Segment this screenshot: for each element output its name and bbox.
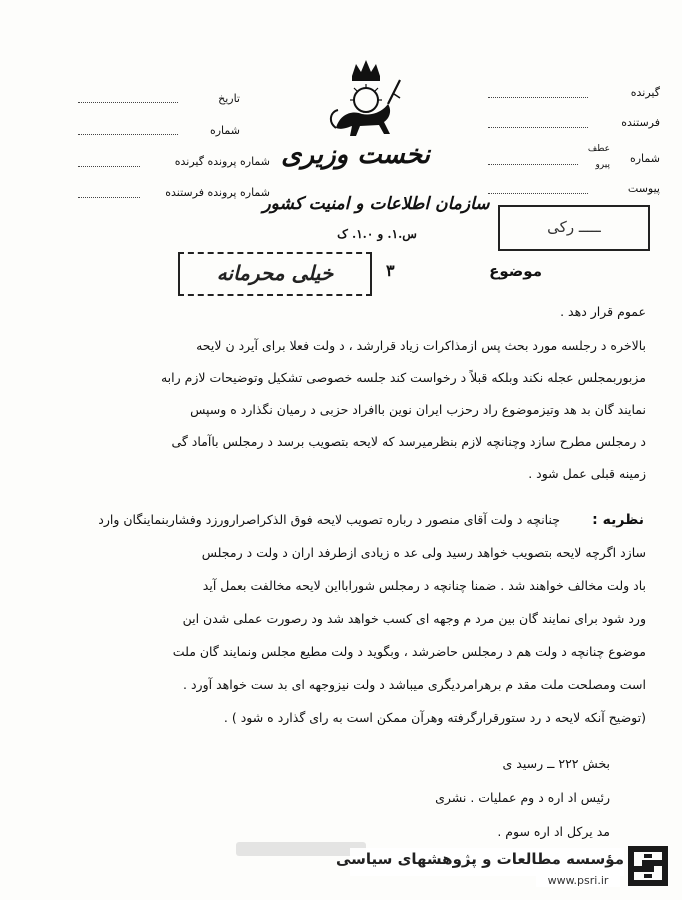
secret-number: ۳: [386, 261, 395, 280]
recipient-file-number-label: شماره پرونده گیرنده: [174, 155, 270, 168]
org-subtitle: سازمان اطلاعات و امنیت کشور: [262, 194, 490, 214]
distribution-item-3: مد یرکل اد اره سوم .: [497, 824, 610, 839]
watermark-url: www.psri.ir: [536, 874, 620, 887]
secret-stamp-text: خیلی محرمانه: [216, 261, 334, 285]
date-label: تاریخ: [218, 92, 240, 105]
reference-number-label: شماره: [629, 152, 660, 165]
attachment-dotted-line: [488, 193, 588, 194]
receiver-dotted-line: [488, 97, 588, 98]
attachment-label: پیوست: [627, 182, 660, 195]
intro-line: عموم قرار دهد .: [560, 304, 646, 319]
org-title: نخست وزیری: [281, 140, 430, 170]
paragraph1-line-5: زمینه قبلی عمل شود .: [528, 466, 646, 481]
number-dotted-line: [78, 134, 178, 135]
paragraph1-line-3: نمایند گان بد هد وتیزموضوع راد رحزب ایران نوین باافراد حزبی د رمیان نگذارد ه وسپس: [190, 402, 646, 417]
distribution-item-2: رئیس اد اره د وم عملیات . نشری: [435, 790, 610, 805]
subject-label: موضوع: [489, 262, 542, 280]
reference-dotted-line: [488, 164, 578, 165]
top-right-stamp-box: [498, 205, 650, 251]
paragraph2-line-1: چنانچه د ولت آقای منصور د رباره تصویب لایحه فوق الذکراصرارورزد وفشاربنماینگان وارد: [98, 512, 560, 527]
date-dotted-line: [78, 102, 178, 103]
reference-sub-peyro: پیرو: [595, 160, 610, 170]
paragraph1-line-2: مزبوربمجلس عجله نکند وبلکه قبلاً د رخواست کند جلسه خصوصی تشکیل وتوضیحات لازم رابه: [160, 370, 646, 385]
paragraph1-line-1: بالاخره د رجلسه مورد بحث پس ازمذاکرات زیاد قرارشد ، د ولت فعلا برای آیرد ن لایحه: [196, 338, 646, 353]
sender-file-number-label: شماره پرونده فرستنده: [165, 186, 270, 199]
paragraph2-line-6: است ومصلحت ملت مقد م برهرامردیگری میباشد د ولت نیزوجهه ای بد ست خواهد آورد .: [183, 677, 646, 692]
sender-dotted-line: [488, 127, 588, 128]
paragraph2-line-3: باد ولت مخالف خواهند شد . ضمنا چنانچه د رمجلس شورابااین لایحه مخالفت بعمل آید: [202, 578, 646, 593]
sender-file-dotted-line: [78, 197, 140, 198]
paragraph1-line-4: د رمجلس مطرح سازد وچنانچه لازم بنظرمیرسد که لایحه بتصویب برسد د رمجلس باآماد گی: [171, 434, 646, 449]
watermark-org-name: مؤسسه مطالعات و پژوهشهای سیاسی: [350, 848, 624, 876]
paragraph2-line-5: موضوع چنانچه د ولت هم د رمجلس حاضرشد ، وبگوید د ولت مطیع مجلس ونمایند گان ملت: [172, 644, 646, 659]
distribution-item-1: بخش ۲۲۲ ــ رسید ی: [502, 756, 610, 771]
top-right-stamp-text: ـــــ رکی: [547, 218, 601, 236]
receiver-label: گیرنده: [630, 86, 660, 99]
reference-sub-atf: عطف: [587, 144, 610, 154]
paragraph2-line-4: ورد شود برای نمایند گان بین مرد م وجهه ای کسب خواهد شد ود رصورت عملی شدن این: [182, 611, 646, 626]
org-code: س.۱. و ۱.۰. ک: [337, 227, 417, 241]
lion-and-sun-emblem: [322, 58, 410, 146]
sender-label: فرستنده: [621, 116, 660, 129]
nazariyeh-label: نظریه :: [592, 512, 644, 528]
recipient-file-dotted-line: [78, 166, 140, 167]
number-label: شماره: [209, 124, 240, 137]
paragraph2-line-7: (توضیح آنکه لایحه د رد ستورقرارگرفته وهرآن ممکن است به رای گذارد ه شود ) .: [223, 710, 646, 725]
institute-logo: [628, 846, 668, 886]
secret-stamp-box: [178, 252, 372, 296]
paragraph2-line-2: سازد اگرچه لایحه بتصویب خواهد رسید ولی عد ه زیادی ازطرفد اران د ولت د رمجلس: [201, 545, 646, 560]
